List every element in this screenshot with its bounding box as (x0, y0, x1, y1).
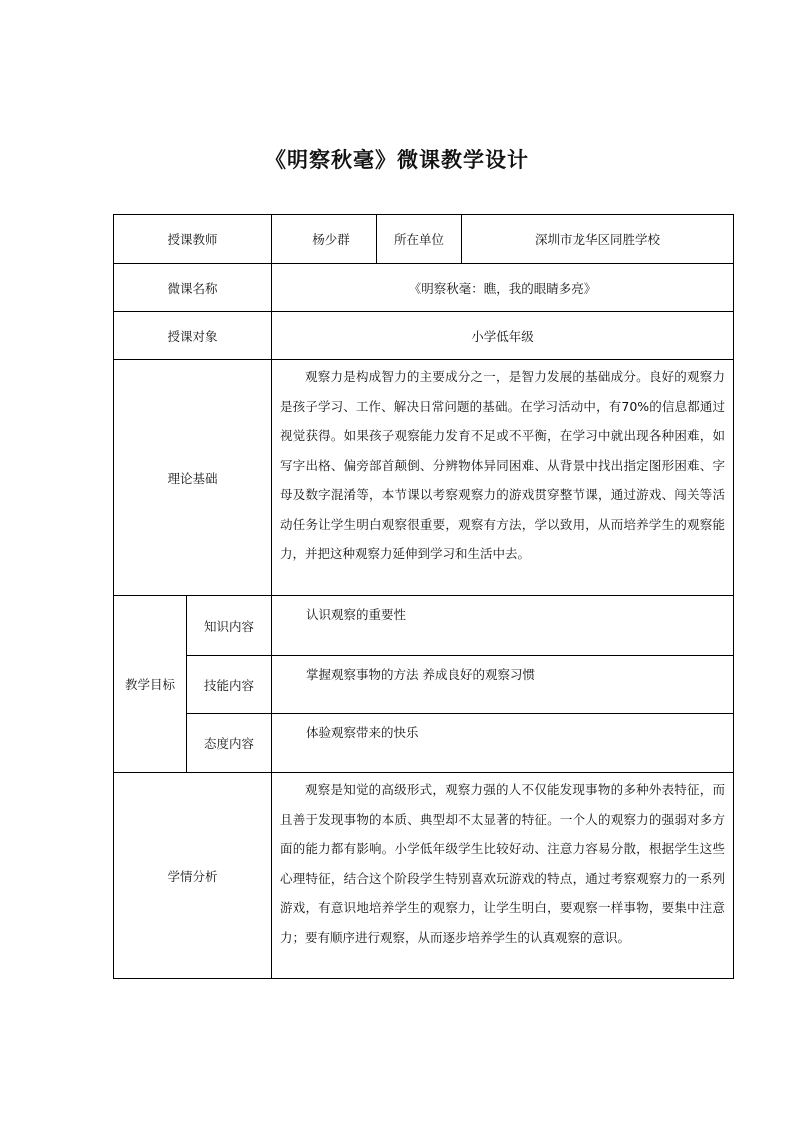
analysis-row (114, 773, 734, 979)
course-value: 《明察秋毫：瞧，我的眼睛多亮》 (272, 264, 734, 312)
teacher-row (114, 215, 734, 264)
page-title: 《明察秋毫》微课教学设计 (265, 148, 529, 172)
theory-label: 理论基础 (114, 360, 272, 596)
theory-text: 观察力是构成智力的主要成分之一，是智力发展的基础成分。良好的观察力是孩子学习、工作、解决日常问题的基础。在学习活动中，有70%的信息都通过视觉获得。如果孩子观察能力发育不足或不平衡，在学习中就出现各种困难，如写字出格、偏旁部首颠倒、分辨物体异同困难、从背景中找出指定图形困难、字母及数字混淆等，本节课以考察观察力的游戏贯穿整节课，通过游戏、闯关等活动任务让学生明白观察很重要，观察有方法，学以致用，从而培养学生的观察能力，并把这种观察力延伸到学习和生活中去。 (272, 360, 734, 596)
goal-attitude-label: 态度内容 (187, 714, 272, 773)
goal-attitude-value: 体验观察带来的快乐 (272, 714, 734, 773)
goal-row-knowledge (114, 596, 734, 656)
course-row (114, 264, 734, 312)
course-label: 微课名称 (114, 264, 272, 312)
goal-knowledge-value: 认识观察的重要性 (272, 596, 734, 656)
teacher-name: 杨少群 (272, 215, 377, 264)
analysis-label: 学情分析 (114, 773, 272, 979)
theory-row (114, 360, 734, 596)
goal-skill-label: 技能内容 (187, 656, 272, 714)
lesson-design-table (113, 214, 734, 979)
audience-label: 授课对象 (114, 312, 272, 360)
goal-row-skill (114, 656, 734, 714)
goals-label: 教学目标 (114, 596, 187, 773)
audience-value: 小学低年级 (272, 312, 734, 360)
goal-knowledge-label: 知识内容 (187, 596, 272, 656)
unit-value: 深圳市龙华区同胜学校 (462, 215, 734, 264)
audience-row (114, 312, 734, 360)
unit-label: 所在单位 (377, 215, 462, 264)
goal-row-attitude (114, 714, 734, 773)
teacher-label: 授课教师 (114, 215, 272, 264)
analysis-text: 观察是知觉的高级形式，观察力强的人不仅能发现事物的多种外表特征，而且善于发现事物的本质、典型却不太显著的特征。一个人的观察力的强弱对多方面的能力都有影响。小学低年级学生比较好动、注意力容易分散，根据学生这些心理特征，结合这个阶段学生特别喜欢玩游戏的特点，通过考察观察力的一系列游戏，有意识地培养学生的观察力，让学生明白，要观察一样事物，要集中注意力；要有顺序进行观察，从而逐步培养学生的认真观察的意识。 (272, 773, 734, 979)
goal-skill-value: 掌握观察事物的方法 养成良好的观察习惯 (272, 656, 734, 714)
